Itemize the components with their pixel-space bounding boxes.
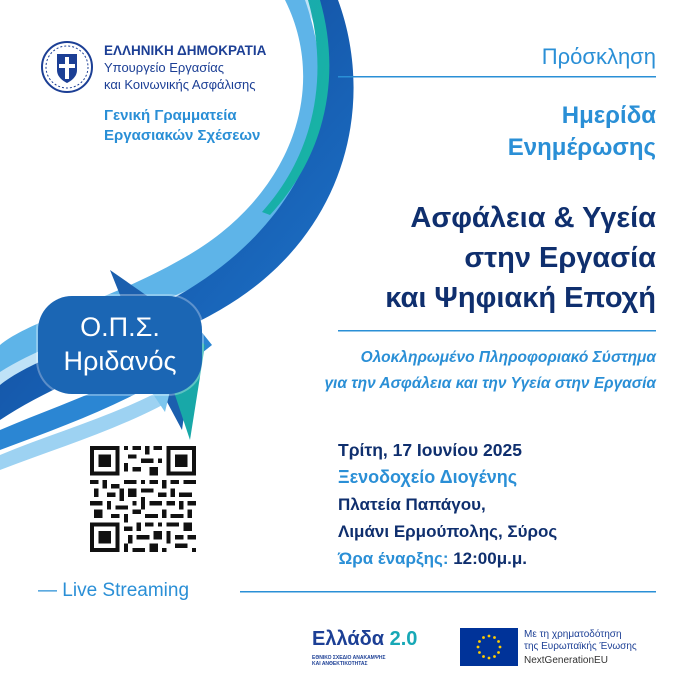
subtitle-line1: Ολοκληρωμένο Πληροφοριακό Σύστημα (360, 349, 656, 366)
subtitle-line2: για την Ασφάλεια και την Υγεία στην Εργασία (324, 375, 656, 392)
event-venue: Ξενοδοχείο Διογένης (338, 467, 518, 487)
ops-badge-line2: Ηριδανός (63, 346, 177, 376)
ops-badge-line1: Ο.Π.Σ. (80, 312, 160, 342)
eu-star (482, 636, 485, 639)
secretariat-name (104, 106, 260, 146)
invitation-label: Πρόσκληση (541, 44, 656, 69)
event-address-line1: Πλατεία Παπάγου, (338, 495, 486, 514)
eu-star (493, 636, 496, 639)
eu-funding-line2: της Ευρωπαϊκής Ένωσης (524, 641, 637, 652)
event-details (338, 437, 557, 572)
eu-star (478, 640, 481, 643)
next-generation-eu: NextGenerationEU (524, 655, 608, 666)
eu-star (497, 640, 500, 643)
event-title-line3: και Ψηφιακή Εποχή (385, 282, 656, 314)
secretariat-line2: Εργασιακών Σχέσεων (104, 127, 261, 144)
ellada-number: 2.0 (389, 628, 418, 650)
start-time-value: 12:00μ.μ. (453, 549, 527, 568)
eu-star (477, 646, 480, 649)
event-date: Τρίτη, 17 Ιουνίου 2025 (338, 440, 522, 460)
system-subtitle (324, 345, 656, 397)
event-start-time (338, 545, 557, 572)
event-address-line2: Λιμάνι Ερμούπολης, Σύρος (338, 522, 558, 541)
live-streaming-label[interactable]: — Live Streaming (38, 580, 190, 601)
eu-star (488, 657, 491, 660)
greek-coat-of-arms-icon (40, 40, 94, 94)
ops-badge (38, 296, 202, 394)
event-type-line2: Ενημέρωσης (507, 134, 656, 161)
ellada-sub-line1: ΕΘΝΙΚΟ ΣΧΕΔΙΟ ΑΝΑΚΑΜΨΗΣ (312, 655, 386, 661)
republic-name: ΕΛΛΗΝΙΚΗ ΔΗΜΟΚΡΑΤΙΑ (104, 43, 267, 58)
event-type-line1: Ημερίδα (561, 102, 656, 129)
event-type (508, 100, 656, 164)
eu-star (482, 655, 485, 658)
eu-funding-text (524, 629, 637, 667)
eu-star (493, 655, 496, 658)
ministry-name-line1: Υπουργείο Εργασίας (104, 60, 224, 75)
ministry-name-line2: και Κοινωνικής Ασφάλισης (104, 77, 256, 92)
qr-code[interactable] (90, 446, 196, 552)
eu-star (499, 646, 502, 649)
ellada-subtitle (312, 655, 412, 667)
eu-funding-line1: Με τη χρηματοδότηση (524, 629, 622, 640)
eu-flag-icon (460, 628, 518, 666)
secretariat-line1: Γενική Γραμματεία (104, 107, 237, 124)
eu-star (478, 651, 481, 654)
ellada-sub-line2: ΚΑΙ ΑΝΘΕΚΤΙΚΟΤΗΤΑΣ (312, 661, 368, 667)
event-title-line1: Ασφάλεια & Υγεία (410, 202, 656, 234)
ellada-word: Ελλάδα (312, 628, 385, 650)
event-title-line2: στην Εργασία (464, 242, 656, 274)
eu-star (488, 635, 491, 638)
start-time-label: Ώρα έναρξης: (338, 549, 449, 568)
event-title (385, 198, 656, 318)
ministry-header (104, 42, 266, 93)
ellada-2-0-logo (312, 628, 417, 651)
eu-star (497, 651, 500, 654)
